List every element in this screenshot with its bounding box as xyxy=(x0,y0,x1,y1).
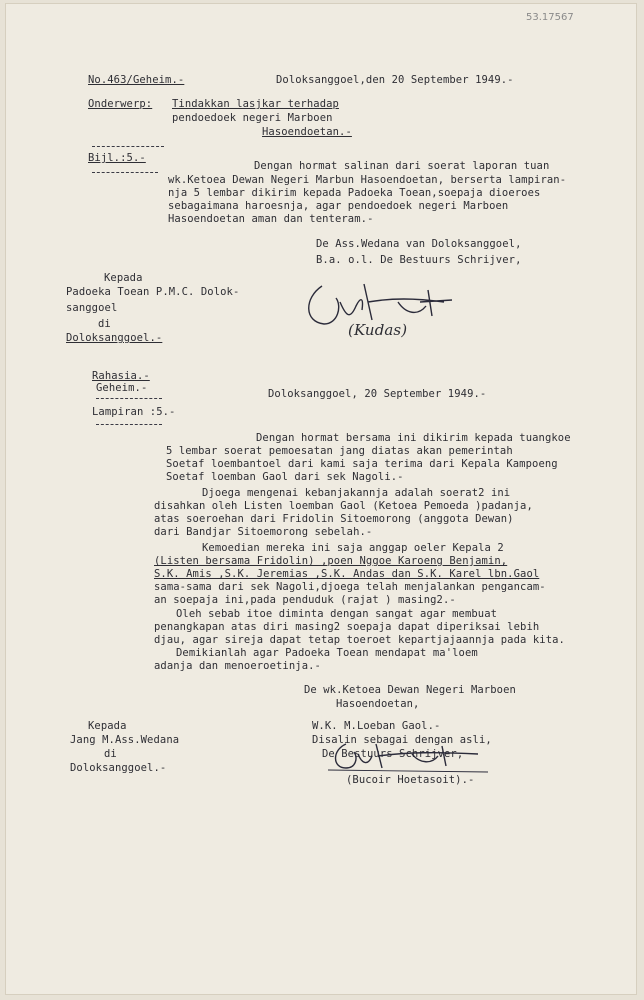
separator-line xyxy=(96,424,162,425)
letter2-body-line: Soetaf loemban Gaol dari sek Nagoli.- xyxy=(166,471,404,483)
letter2-addressee-line: di xyxy=(104,748,117,760)
letter2-addressee-line: Jang M.Ass.Wedana xyxy=(70,734,180,746)
letter2-body-line: djau, agar sireja dapat tetap toeroet kepartjajaannja pada kita. xyxy=(154,634,565,646)
letter2-body-line: S.K. Amis ,S.K. Jeremias ,S.K. Andas dan S.K. Karel lbn.Gaol xyxy=(154,568,540,580)
document-page xyxy=(6,4,636,994)
letter2-body-line: Demikianlah agar Padoeka Toean mendapat ma'loem xyxy=(176,647,478,659)
letter2-addressee-line: Doloksanggoel.- xyxy=(70,762,167,774)
letter2-body-line: penangkapan atas diri masing2 soepaja dapat diperiksai lebih xyxy=(154,621,540,633)
letter1-body-line: Dengan hormat salinan dari soerat laporan tuan xyxy=(254,160,550,172)
letter1-signatory-line: De Ass.Wedana van Doloksanggoel, xyxy=(316,238,522,250)
letter2-body-line: an soepaja ini,pada penduduk (rajat ) masing2.- xyxy=(154,594,456,606)
letter1-body-line: wk.Ketoea Dewan Negeri Marbun Hasoendoetan, berserta lampiran- xyxy=(168,174,567,186)
letter1-body-line: nja 5 lembar dikirim kepada Padoeka Toean,soepaja dioeroes xyxy=(168,187,541,199)
separator-line xyxy=(92,146,164,147)
letter1-subject-line: Hasoendoetan.- xyxy=(262,126,352,138)
letter1-subject-label: Onderwerp: xyxy=(88,98,153,110)
letter2-addressee-line: Kepada xyxy=(88,720,127,732)
letter2-body-line: atas soeroehan dari Fridolin Sitoemorong (anggota Dewan) xyxy=(154,513,514,525)
letter1-handwritten-name: (Kudas) xyxy=(348,321,408,339)
letter2-body-line: adanja dan menoeroetinja.- xyxy=(154,660,321,672)
separator-line xyxy=(96,398,162,399)
letter1-addressee-line: sanggoel xyxy=(66,302,118,314)
archive-number: 53.17567 xyxy=(526,12,574,23)
letter1-addressee-line: Padoeka Toean P.M.C. Dolok- xyxy=(66,286,240,298)
letter2-body-line: Soetaf loembantoel dari kami saja terima dari Kepala Kampoeng xyxy=(166,458,558,470)
letter1-addressee-line: Kepada xyxy=(104,272,143,284)
letter1-addressee-line: Doloksanggoel.- xyxy=(66,332,163,344)
letter2-body-line: Kemoedian mereka ini saja anggap oeler Kepala 2 xyxy=(202,542,504,554)
letter1-number: No.463/Geheim.- xyxy=(88,74,185,86)
letter2-printed-name: (Bucoir Hoetasoit).- xyxy=(346,774,475,786)
letter1-place-date: Doloksanggoel,den 20 September 1949.- xyxy=(276,74,514,86)
letter2-class-line: Geheim.- xyxy=(96,382,148,394)
letter2-body-line: Oleh sebab itoe diminta dengan sangat agar membuat xyxy=(176,608,498,620)
letter1-body-line: Hasoendoetan aman dan tenteram.- xyxy=(168,213,374,225)
letter2-copy-line: Disalin sebagai dengan asli, xyxy=(312,734,492,746)
letter2-body-line: Djoega mengenai kebanjakannja adalah soerat2 ini xyxy=(202,487,511,499)
letter2-body-line: Dengan hormat bersama ini dikirim kepada tuangkoe xyxy=(256,432,571,444)
letter2-copy-line: De Bestuurs Schrijver, xyxy=(322,748,464,760)
separator-line xyxy=(92,172,158,173)
handwritten-signature xyxy=(328,740,498,774)
letter2-signatory-line: De wk.Ketoea Dewan Negeri Marboen xyxy=(304,684,516,696)
letter2-body-line: dari Bandjar Sitoemorong sebelah.- xyxy=(154,526,373,538)
letter2-signatory-line: Hasoendoetan, xyxy=(336,698,420,710)
letter1-signatory-line: B.a. o.l. De Bestuurs Schrijver, xyxy=(316,254,522,266)
letter1-subject-line: pendoedoek negeri Marboen xyxy=(172,112,333,124)
letter2-place-date: Doloksanggoel, 20 September 1949.- xyxy=(268,388,487,400)
letter1-addressee-line: di xyxy=(98,318,111,330)
letter1-body-line: sebagaimana haroesnja, agar pendoedoek negeri Marboen xyxy=(168,200,509,212)
letter2-enclosure: Lampiran :5.- xyxy=(92,406,176,418)
letter2-body-line: disahkan oleh Listen loemban Gaol (Ketoea Pemoeda )padanja, xyxy=(154,500,533,512)
letter1-subject-line: Tindakkan lasjkar terhadap xyxy=(172,98,339,110)
letter1-enclosure: Bijl.:5.- xyxy=(88,152,146,164)
letter2-body-line: (Listen bersama Fridolin) ,poen Nggoe Karoeng Benjamin, xyxy=(154,555,508,567)
letter2-copy-line: W.K. M.Loeban Gaol.- xyxy=(312,720,441,732)
letter2-body-line: 5 lembar soerat pemoesatan jang diatas akan pemerintah xyxy=(166,445,513,457)
letter2-class-line: Rahasia.- xyxy=(92,370,150,382)
letter2-body-line: sama-sama dari sek Nagoli,djoega telah menjalankan pengancam- xyxy=(154,581,546,593)
